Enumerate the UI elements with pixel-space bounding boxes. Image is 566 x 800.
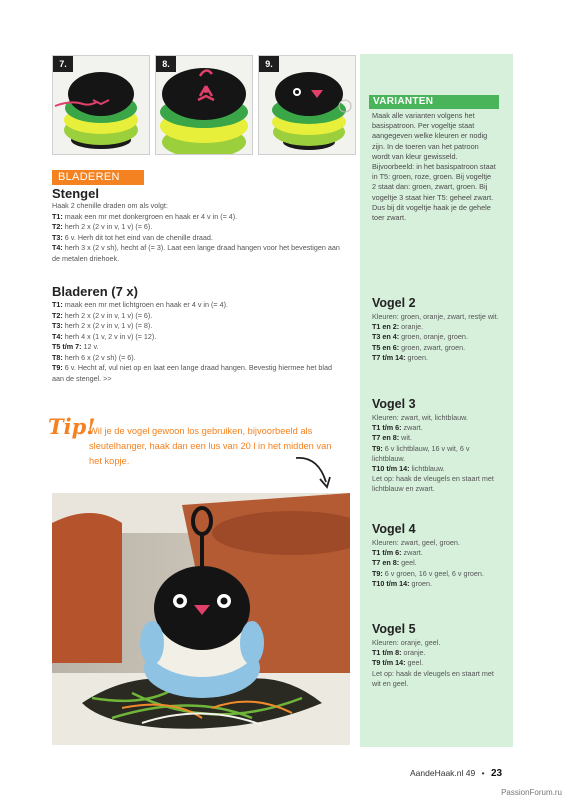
- vogel-row: T1 en 2: oranje.: [372, 322, 424, 332]
- vogel-3-block: [372, 397, 500, 495]
- step-number: 9.: [259, 56, 279, 72]
- watermark: PassionForum.ru: [501, 788, 562, 797]
- stengel-row: T3: 6 v. Herh dit tot het eind van de chenille draad.: [52, 232, 213, 242]
- vogel-row: T9: 6 v lichtblauw, 16 v wit, 6 v lichtblauw.: [372, 443, 470, 463]
- step-photo-9: [258, 55, 356, 155]
- step-photo-8: [155, 55, 253, 155]
- varianten-intro: Maak alle varianten volgens het basispatroon. Per vogeltje staat aangegeven welke kleuren er nodig zijn. In de toeren van het patroon wordt van kleur gewisseld. Bijvoorbeeld: in het basispatroon staat in T5: groen, roze, groen. Bij vogeltje 2 staat dan: groen, zwart, groen. Bij vogeltje 3 staat hier T5: geheel zwart. Dus bij dit vogeltje haak je de gehele toer zwart.: [372, 111, 496, 223]
- vogel-title: Vogel 5: [372, 622, 416, 636]
- bladeren-row: T8: herh 6 x (2 v sh) (= 6).: [52, 352, 136, 362]
- step-number: 7.: [53, 56, 73, 72]
- vogel-note: Let op: haak de vleugels en staart met lichtblauw en zwart.: [372, 474, 494, 494]
- main-bird-photo: [52, 493, 350, 745]
- footer-bullet: •: [481, 768, 485, 778]
- vogel-kleuren: Kleuren: zwart, geel, groen.: [372, 538, 460, 547]
- bladeren-row: T4: herh 4 x (1 v, 2 v in v) (= 12).: [52, 331, 157, 341]
- stengel-intro: Haak 2 chenille draden om als volgt:: [52, 201, 168, 210]
- vogel-title: Vogel 2: [372, 296, 416, 310]
- vogel-row: T5 en 6: groen, zwart, groen.: [372, 342, 466, 352]
- vogel-row: T3 en 4: groen, oranje, groen.: [372, 332, 468, 342]
- stengel-instructions: [52, 201, 342, 264]
- vogel-kleuren: Kleuren: groen, oranje, zwart, restje wit.: [372, 312, 499, 321]
- stengel-row: T2: herh 2 x (2 v in v, 1 v) (= 6).: [52, 222, 153, 231]
- curved-arrow-icon: [292, 452, 336, 492]
- bladeren-instructions: [52, 300, 342, 384]
- subheading-bladeren-7x: Bladeren (7 x): [52, 284, 138, 299]
- vogel-row: T9: 6 v groen, 16 v geel, 6 v groen.: [372, 568, 484, 578]
- vogel-row: T10 t/m 14: lichtblauw.: [372, 464, 445, 474]
- vogel-row: T1 t/m 6: zwart.: [372, 548, 423, 558]
- subheading-stengel: Stengel: [52, 186, 99, 201]
- vogel-row: T9 t/m 14: geel.: [372, 658, 424, 668]
- vogel-kleuren: Kleuren: oranje, geel.: [372, 638, 441, 647]
- vogel-row: T10 t/m 14: groen.: [372, 578, 432, 588]
- section-header-varianten: VARIANTEN: [369, 95, 499, 109]
- vogel-title: Vogel 3: [372, 397, 416, 411]
- vogel-4-block: [372, 522, 500, 589]
- vogel-title: Vogel 4: [372, 522, 416, 536]
- vogel-5-block: [372, 622, 500, 689]
- step-photo-7: [52, 55, 150, 155]
- stengel-row: T4: herh 3 x (2 v sh), hecht af (= 3). Laat een lange draad hangen voor het bevestigen aan de metalen driehoek.: [52, 243, 340, 263]
- vogel-2-block: [372, 296, 500, 363]
- bladeren-row: T2: herh 2 x (2 v in v, 1 v) (= 6).: [52, 310, 153, 320]
- vogel-row: T1 t/m 8: oranje.: [372, 648, 426, 658]
- tip-text: Wil je de vogel gewoon los gebruiken, bijvoorbeeld als sleutelhanger, haak dan een lus van 20 l in het midden van het kopje.: [89, 426, 332, 467]
- vogel-kleuren: Kleuren: zwart, wit, lichtblauw.: [372, 413, 468, 422]
- step-number: 8.: [156, 56, 176, 72]
- section-header-bladeren: BLADEREN: [52, 170, 144, 185]
- bladeren-row: T9: 6 v. Hecht af, vul niet op en laat een lange draad hangen. Bevestig hiermee het blad aan de stengel. >>: [52, 363, 332, 383]
- bladeren-row: T1: maak een mr met lichtgroen en haak er 4 v in (= 4).: [52, 300, 228, 309]
- vogel-row: T7 t/m 14: groen.: [372, 352, 428, 362]
- page-footer: [410, 768, 502, 779]
- vogel-row: T1 t/m 6: zwart.: [372, 423, 423, 433]
- crochet-bird-photo: [52, 493, 350, 745]
- footer-site: AandeHaak.nl 49: [410, 768, 476, 778]
- vogel-note: Let op: haak de vleugels en staart met wit en geel.: [372, 668, 494, 688]
- page-number: 23: [490, 768, 503, 779]
- tip-label: Tip!: [48, 414, 96, 439]
- vogel-row: T7 en 8: wit.: [372, 433, 412, 443]
- bladeren-row: T5 t/m 7: 12 v.: [52, 342, 99, 351]
- vogel-row: T7 en 8: geel.: [372, 558, 417, 568]
- bladeren-row: T3: herh 2 x (2 v in v, 1 v) (= 8).: [52, 321, 153, 330]
- stengel-row: T1: maak een mr met donkergroen en haak er 4 v in (= 4).: [52, 211, 238, 221]
